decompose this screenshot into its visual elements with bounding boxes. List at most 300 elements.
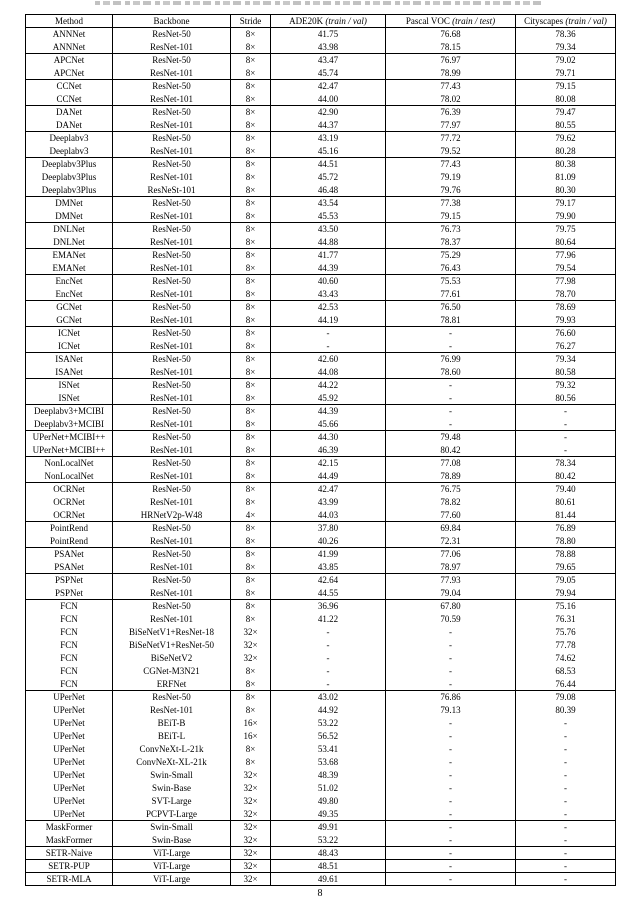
cell: ResNet-50 <box>113 249 231 262</box>
cell: - <box>386 821 516 834</box>
cell: UPerNet <box>53 705 85 715</box>
method-group <box>26 405 616 431</box>
cell: 79.08 <box>516 691 616 704</box>
cell: 8× <box>231 314 271 327</box>
cell: 49.35 <box>271 808 386 821</box>
table-row <box>26 652 616 665</box>
cell: 42.60 <box>271 353 386 366</box>
cell: 76.43 <box>386 262 516 275</box>
cell: DMNet <box>55 198 83 209</box>
cell: 79.65 <box>516 561 616 574</box>
cell: 80.39 <box>516 704 616 717</box>
cell: 80.28 <box>516 145 616 158</box>
column-header-subtext: (train / test) <box>452 16 496 26</box>
cell: CCNet <box>56 93 82 104</box>
cell: OCRNet <box>53 509 85 520</box>
cell: SETR-PUP <box>48 861 90 871</box>
cell: 76.99 <box>386 353 516 366</box>
cell: 81.44 <box>516 509 616 522</box>
cell: 56.52 <box>271 730 386 743</box>
cell: 78.36 <box>516 28 616 41</box>
table-row <box>26 444 616 457</box>
cell: UPerNet <box>53 744 85 754</box>
cell: 79.93 <box>516 314 616 327</box>
method-group <box>26 574 616 600</box>
table-row <box>26 301 616 314</box>
cell: 70.59 <box>386 613 516 626</box>
cell: BiSeNetV1+ResNet-18 <box>113 626 231 639</box>
column-header: Backbone <box>113 15 231 28</box>
method-group <box>26 379 616 405</box>
cell: 76.27 <box>516 340 616 353</box>
cell: 49.80 <box>271 795 386 808</box>
table-row <box>26 769 616 782</box>
cell: FCN <box>60 601 78 612</box>
table-row <box>26 119 616 132</box>
cell: 51.02 <box>271 782 386 795</box>
cell: 77.61 <box>386 288 516 301</box>
cell: ResNet-50 <box>113 691 231 704</box>
table-row <box>26 54 616 67</box>
cell: ISNet <box>58 392 80 403</box>
cell: 78.70 <box>516 288 616 301</box>
cell: 40.26 <box>271 535 386 548</box>
cell: 8× <box>231 93 271 106</box>
table-row <box>26 210 616 223</box>
cell: 44.08 <box>271 366 386 379</box>
cell: - <box>516 405 616 418</box>
cell: 36.96 <box>271 600 386 613</box>
cell: ResNet-50 <box>113 600 231 613</box>
method-group <box>26 197 616 223</box>
cell: 8× <box>231 80 271 93</box>
cell: 80.08 <box>516 93 616 106</box>
cell: 16× <box>231 717 271 730</box>
cell: PSANet <box>54 549 84 560</box>
cell: UPerNet <box>53 796 85 806</box>
cell: 78.37 <box>386 236 516 249</box>
table-row <box>26 860 616 873</box>
cell: - <box>386 405 516 418</box>
header-row <box>26 15 616 28</box>
cell: 32× <box>231 847 271 860</box>
cell: 43.98 <box>271 41 386 54</box>
cell: 77.38 <box>386 197 516 210</box>
cell: ResNet-50 <box>113 457 231 470</box>
cell: 75.29 <box>386 249 516 262</box>
cell: 32× <box>231 652 271 665</box>
cell: ConvNeXt-XL-21k <box>113 756 231 769</box>
cell: - <box>271 340 386 353</box>
cell: ResNet-101 <box>113 366 231 379</box>
cell: PSPNet <box>54 587 83 598</box>
cell: ResNet-50 <box>113 223 231 236</box>
cell: DMNet <box>55 210 83 221</box>
cell: 32× <box>231 795 271 808</box>
cell: - <box>386 756 516 769</box>
method-group <box>26 54 616 80</box>
cell: 76.39 <box>386 106 516 119</box>
table-row <box>26 496 616 509</box>
cell: - <box>386 678 516 691</box>
method-group <box>26 691 616 821</box>
cell: DANet <box>56 107 82 118</box>
cell: 79.47 <box>516 106 616 119</box>
cell: 45.92 <box>271 392 386 405</box>
cell: ResNet-101 <box>113 262 231 275</box>
cell: ResNet-50 <box>113 548 231 561</box>
cell: 80.61 <box>516 496 616 509</box>
table-row <box>26 873 616 886</box>
cell: - <box>386 639 516 652</box>
cell: 44.19 <box>271 314 386 327</box>
cell: BiSeNetV1+ResNet-50 <box>113 639 231 652</box>
table-row <box>26 327 616 340</box>
method-group <box>26 873 616 886</box>
method-group <box>26 431 616 457</box>
table-row <box>26 366 616 379</box>
cell: ICNet <box>58 340 80 351</box>
table-row <box>26 288 616 301</box>
cell: MaskFormer <box>45 834 93 845</box>
cell: 41.77 <box>271 249 386 262</box>
cell: 32× <box>231 782 271 795</box>
cell: 42.90 <box>271 106 386 119</box>
cell: 8× <box>231 587 271 600</box>
cell: 37.80 <box>271 522 386 535</box>
table-row <box>26 314 616 327</box>
cell: Swin-Base <box>113 834 231 847</box>
cell: 8× <box>231 444 271 457</box>
cell: 80.58 <box>516 366 616 379</box>
cell: PCPVT-Large <box>113 808 231 821</box>
cell: NonLocalNet <box>44 458 94 469</box>
cell: ResNet-101 <box>113 587 231 600</box>
cell: 75.53 <box>386 275 516 288</box>
cell: 8× <box>231 275 271 288</box>
cell: ResNet-101 <box>113 41 231 54</box>
cell: - <box>516 847 616 860</box>
cell: 78.69 <box>516 301 616 314</box>
cell: 32× <box>231 834 271 847</box>
method-group <box>26 327 616 353</box>
cell: 44.03 <box>271 509 386 522</box>
cell: APCNet <box>53 67 85 78</box>
cell: Deeplabv3 <box>49 145 89 156</box>
table-row <box>26 80 616 93</box>
cell: 79.13 <box>386 704 516 717</box>
cell: OCRNet <box>53 497 85 507</box>
cell: ERFNet <box>113 678 231 691</box>
cell: 41.22 <box>271 613 386 626</box>
cell: - <box>386 379 516 392</box>
cell: ResNet-50 <box>113 431 231 444</box>
cell: - <box>386 340 516 353</box>
cell: ResNet-101 <box>113 119 231 132</box>
cell: Deeplabv3Plus <box>41 159 97 170</box>
cell: PointRend <box>49 535 88 546</box>
cell: 45.74 <box>271 67 386 80</box>
table-row <box>26 522 616 535</box>
cell: ResNet-101 <box>113 67 231 80</box>
cell: 43.43 <box>271 288 386 301</box>
cell: 16× <box>231 730 271 743</box>
cell: SETR-Naive <box>45 848 93 858</box>
cell: - <box>386 808 516 821</box>
table-row <box>26 600 616 613</box>
method-group <box>26 28 616 54</box>
cell: ResNet-101 <box>113 93 231 106</box>
cell: ResNet-50 <box>113 106 231 119</box>
cell: ResNet-50 <box>113 54 231 67</box>
method-group <box>26 249 616 275</box>
cell: ViT-Large <box>113 860 231 873</box>
cell: 8× <box>231 548 271 561</box>
cell: 43.02 <box>271 691 386 704</box>
cell: - <box>386 834 516 847</box>
cell: ResNet-101 <box>113 561 231 574</box>
cell: 79.90 <box>516 210 616 223</box>
cell: 8× <box>231 756 271 769</box>
cell: 8× <box>231 132 271 145</box>
cell: 8× <box>231 379 271 392</box>
cell: 79.48 <box>386 431 516 444</box>
table-row <box>26 548 616 561</box>
cell: 8× <box>231 145 271 158</box>
cell: 75.76 <box>516 626 616 639</box>
cell: EMANet <box>52 250 86 261</box>
method-group <box>26 275 616 301</box>
table-row <box>26 340 616 353</box>
cell: 44.39 <box>271 405 386 418</box>
table-row <box>26 171 616 184</box>
cell: NonLocalNet <box>44 470 94 481</box>
cell: ResNet-50 <box>113 405 231 418</box>
table-row <box>26 509 616 522</box>
table-row <box>26 782 616 795</box>
cell: 80.30 <box>516 184 616 197</box>
cell: 8× <box>231 28 271 41</box>
cell: - <box>386 418 516 431</box>
cell: 78.89 <box>386 470 516 483</box>
cell: HRNetV2p-W48 <box>113 509 231 522</box>
cell: 69.84 <box>386 522 516 535</box>
cell: Deeplabv3Plus <box>41 184 97 195</box>
cell: 79.15 <box>516 80 616 93</box>
cell: 79.04 <box>386 587 516 600</box>
cell: 78.80 <box>516 535 616 548</box>
cell: EMANet <box>52 262 86 273</box>
cell: EncNet <box>55 288 83 299</box>
cell: 46.39 <box>271 444 386 457</box>
cell: DANet <box>56 119 82 130</box>
cell: ResNet-50 <box>113 197 231 210</box>
cell: 80.55 <box>516 119 616 132</box>
cell: 77.06 <box>386 548 516 561</box>
cell: 8× <box>231 210 271 223</box>
cell: CCNet <box>56 81 82 92</box>
cell: - <box>386 730 516 743</box>
cell: - <box>386 392 516 405</box>
table-row <box>26 457 616 470</box>
cell: - <box>386 782 516 795</box>
cell: - <box>516 782 616 795</box>
cell: 8× <box>231 743 271 756</box>
cell: 8× <box>231 366 271 379</box>
table-row <box>26 158 616 171</box>
cell: ResNet-101 <box>113 210 231 223</box>
cell: 45.16 <box>271 145 386 158</box>
cell: - <box>271 626 386 639</box>
cell: APCNet <box>53 55 85 66</box>
cell: 44.30 <box>271 431 386 444</box>
cell: 79.76 <box>386 184 516 197</box>
cell: 8× <box>231 678 271 691</box>
cell: FCN <box>60 678 78 689</box>
table-row <box>26 418 616 431</box>
cell: 43.19 <box>271 132 386 145</box>
cell: PSPNet <box>54 575 83 586</box>
cell: ViT-Large <box>113 847 231 860</box>
cell: 44.39 <box>271 262 386 275</box>
cell: 45.72 <box>271 171 386 184</box>
cell: ISANet <box>55 354 83 365</box>
cell: 80.42 <box>386 444 516 457</box>
cell: - <box>386 743 516 756</box>
method-group <box>26 821 616 847</box>
cell: 8× <box>231 600 271 613</box>
cell: 8× <box>231 236 271 249</box>
cell: 40.60 <box>271 275 386 288</box>
cell: 46.48 <box>271 184 386 197</box>
cell: PointRend <box>49 523 88 534</box>
cell: ResNet-101 <box>113 470 231 483</box>
table-row <box>26 197 616 210</box>
cell: Swin-Base <box>113 782 231 795</box>
cell: 44.22 <box>271 379 386 392</box>
cell: 8× <box>231 106 271 119</box>
cell: 79.02 <box>516 54 616 67</box>
method-group <box>26 847 616 860</box>
cell: 32× <box>231 639 271 652</box>
cell: - <box>271 327 386 340</box>
cell: 79.40 <box>516 483 616 496</box>
cell: - <box>516 834 616 847</box>
cell: ResNet-101 <box>113 535 231 548</box>
cell: 80.38 <box>516 158 616 171</box>
cell: BEiT-L <box>113 730 231 743</box>
cell: UPerNet <box>53 783 85 793</box>
cell: SVT-Large <box>113 795 231 808</box>
table-row <box>26 613 616 626</box>
cell: GCNet <box>56 314 82 325</box>
cell: 76.68 <box>386 28 516 41</box>
cell: 78.88 <box>516 548 616 561</box>
cell: EncNet <box>55 276 83 287</box>
cell: 8× <box>231 223 271 236</box>
page-number: 8 <box>317 888 323 899</box>
cell: 79.19 <box>386 171 516 184</box>
table-row <box>26 392 616 405</box>
cell: 41.99 <box>271 548 386 561</box>
cell: 77.98 <box>516 275 616 288</box>
cell: 8× <box>231 353 271 366</box>
method-group <box>26 301 616 327</box>
cell: 8× <box>231 561 271 574</box>
cell: 75.16 <box>516 600 616 613</box>
cell: Swin-Small <box>113 769 231 782</box>
cell: FCN <box>60 640 78 650</box>
column-header: Pascal VOC (train / test) <box>386 15 516 28</box>
cell: 8× <box>231 288 271 301</box>
cell: ResNet-101 <box>113 236 231 249</box>
cell: ResNet-50 <box>113 574 231 587</box>
cell: BEiT-B <box>113 717 231 730</box>
cell: 79.17 <box>516 197 616 210</box>
table-row <box>26 223 616 236</box>
cell: 8× <box>231 418 271 431</box>
table-row <box>26 379 616 392</box>
cell: 8× <box>231 340 271 353</box>
cell: 76.75 <box>386 483 516 496</box>
cell: ResNet-101 <box>113 496 231 509</box>
cell: - <box>271 665 386 678</box>
cell: 8× <box>231 262 271 275</box>
cell: - <box>516 756 616 769</box>
cell: 32× <box>231 873 271 886</box>
cell: 79.05 <box>516 574 616 587</box>
cell: 8× <box>231 522 271 535</box>
cell: 81.09 <box>516 171 616 184</box>
cell: 78.60 <box>386 366 516 379</box>
cell: 8× <box>231 301 271 314</box>
table-row <box>26 405 616 418</box>
table-row <box>26 626 616 639</box>
cell: CGNet-M3N21 <box>113 665 231 678</box>
cell: ResNet-50 <box>113 275 231 288</box>
cell: 79.34 <box>516 353 616 366</box>
cell: 8× <box>231 405 271 418</box>
cell: 42.47 <box>271 80 386 93</box>
cell: BiSeNetV2 <box>113 652 231 665</box>
cell: 45.53 <box>271 210 386 223</box>
cell: 8× <box>231 327 271 340</box>
cell: 78.99 <box>386 67 516 80</box>
table-row <box>26 717 616 730</box>
cell: 43.54 <box>271 197 386 210</box>
cell: 80.42 <box>516 470 616 483</box>
cell: - <box>516 860 616 873</box>
cell: 76.44 <box>516 678 616 691</box>
method-group <box>26 548 616 574</box>
cell: - <box>386 769 516 782</box>
table-row <box>26 106 616 119</box>
cell: 76.89 <box>516 522 616 535</box>
cell: ISANet <box>55 366 83 377</box>
cell: 53.41 <box>271 743 386 756</box>
cell: FCN <box>60 653 78 663</box>
cell: 79.71 <box>516 67 616 80</box>
table-row <box>26 587 616 600</box>
table-row <box>26 665 616 678</box>
cell: 43.50 <box>271 223 386 236</box>
cell: 45.66 <box>271 418 386 431</box>
cell: - <box>386 717 516 730</box>
method-group <box>26 483 616 522</box>
method-group <box>26 80 616 106</box>
cell: Deeplabv3 <box>49 133 89 144</box>
cell: ANNNet <box>52 41 86 52</box>
